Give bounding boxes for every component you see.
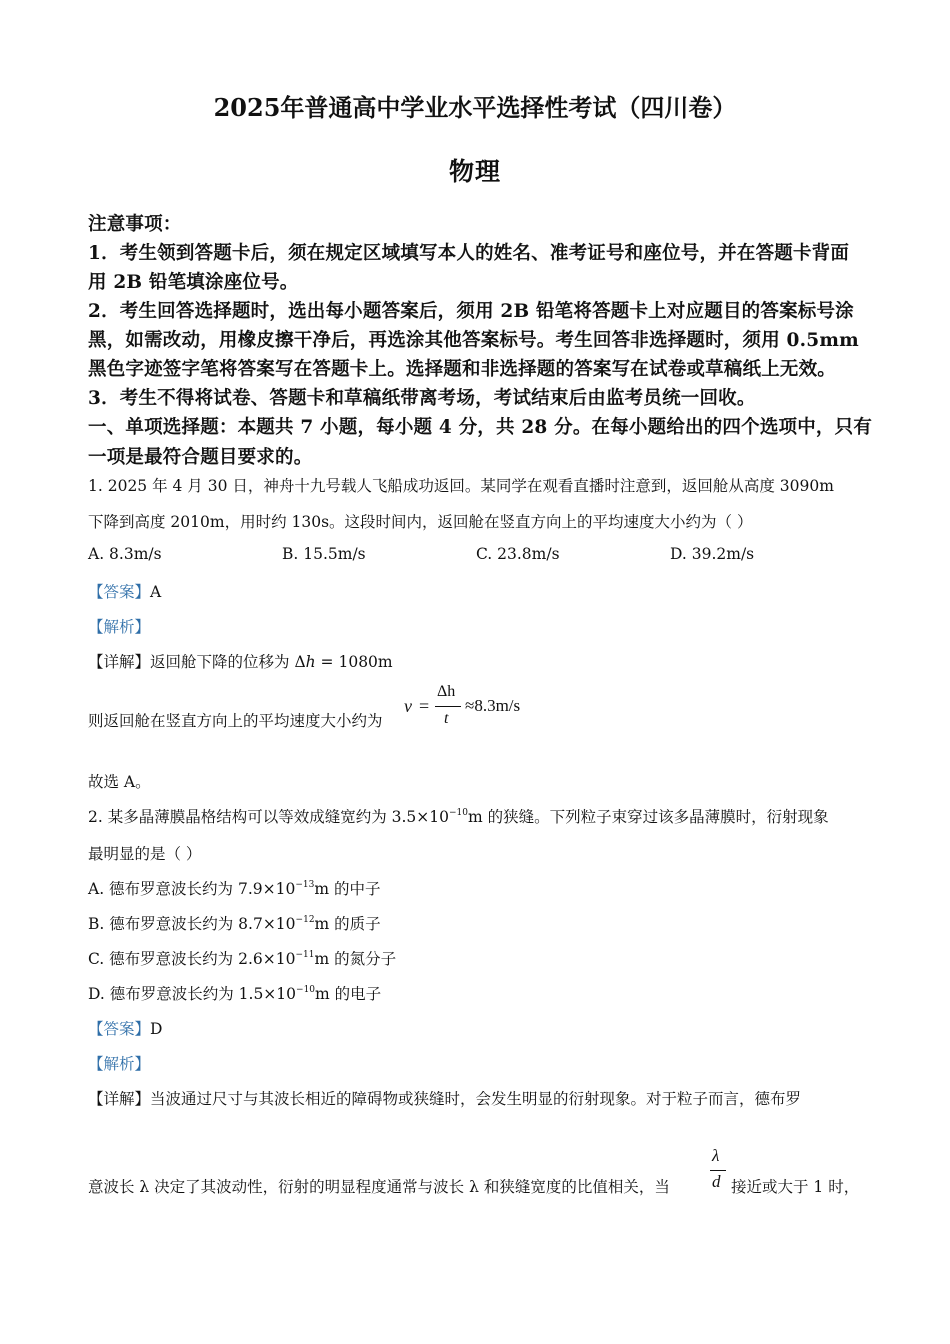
question-2-stem: [88, 805, 829, 827]
question-2-option-c: [88, 947, 396, 969]
answer-tag: 【答案】: [88, 583, 151, 601]
answer-value: D: [150, 1020, 163, 1038]
stem-exponent: −10: [449, 808, 469, 818]
question-2-option-d: [88, 982, 381, 1004]
option-text: m 的质子: [314, 915, 381, 933]
detail-text: 当波通过尺寸与其波长相近的障碍物或狭缝时，会发生明显的衍射现象。对于粒子而言，德布罗: [150, 1090, 802, 1108]
option-text: m 的氮分子: [314, 950, 397, 968]
option-exponent: −13: [295, 880, 315, 890]
notice-line: 3．考生不得将试卷、答题卡和草稿纸带离考场，考试结束后由监考员统一回收。: [88, 388, 756, 409]
notice-heading: 注意事项：: [88, 214, 182, 235]
exam-title: 2025年普通高中学业水平选择性考试（四川卷）: [213, 93, 737, 122]
detail-text: 返回舱下降的位移为 Δ: [150, 653, 306, 671]
question-1-conclusion: 故选 A。: [88, 773, 151, 791]
notice-line: 用 2B 铅笔填涂座位号。: [88, 272, 299, 293]
fraction-bar: [435, 706, 461, 707]
question-2-option-b: [88, 912, 381, 934]
question-2-stem: 最明显的是（ ）: [88, 845, 202, 863]
option-text: B. 德布罗意波长约为 8.7×10: [88, 915, 296, 933]
question-2-answer: [88, 1017, 162, 1039]
question-2-detail: [88, 1087, 801, 1109]
stem-text: m 的狭缝。下列粒子束穿过该多晶薄膜时，衍射现象: [468, 808, 829, 826]
ratio-numerator: λ: [712, 1146, 720, 1165]
question-2-detail-line: 接近或大于 1 时，: [731, 1178, 860, 1196]
option-exponent: −10: [296, 985, 316, 995]
section-heading: 一、单项选择题：本题共 7 小题，每小题 4 分，共 28 分。在每小题给出的四个选项中，只有: [88, 417, 873, 438]
question-2-option-a: [88, 877, 380, 899]
detail-variable: h: [305, 653, 316, 671]
formula-denominator: t: [444, 710, 449, 727]
option-text: m 的中子: [314, 880, 381, 898]
formula-lhs: v: [404, 696, 412, 716]
detail-tag: 【详解】: [88, 653, 151, 671]
section-heading: 一项是最符合题目要求的。: [88, 447, 313, 468]
option-text: A. 德布罗意波长约为 7.9×10: [88, 880, 296, 898]
notice-line: 黑色字迹签字笔将答案写在答题卡上。选择题和非选择题的答案写在试卷或草稿纸上无效。: [88, 359, 837, 380]
option-text: C. 德布罗意波长约为 2.6×10: [88, 950, 296, 968]
question-1-answer: [88, 580, 161, 602]
option-exponent: −12: [295, 915, 315, 925]
question-2-analysis-tag: 【解析】: [88, 1055, 151, 1073]
detail-value: = 1080m: [315, 653, 393, 671]
option-text: D. 德布罗意波长约为 1.5×10: [88, 985, 297, 1003]
answer-value: A: [150, 583, 162, 601]
formula-rhs: ≈8.3m/s: [465, 696, 521, 715]
fraction-bar: [710, 1170, 726, 1171]
answer-tag: 【答案】: [88, 1020, 151, 1038]
notice-line: 1．考生领到答题卡后，须在规定区域填写本人的姓名、准考证号和座位号，并在答题卡背面: [88, 243, 850, 264]
subject-title: 物理: [448, 157, 501, 186]
notice-line: 2．考生回答选择题时，选出每小题答案后，须用 2B 铅笔将答题卡上对应题目的答案标号涂: [88, 301, 854, 322]
question-2-detail-line: 意波长 λ 决定了其波动性，衍射的明显程度通常与波长 λ 和狭缝宽度的比值相关，当: [88, 1178, 670, 1196]
formula-equals: =: [419, 696, 430, 716]
detail-tag: 【详解】: [88, 1090, 151, 1108]
notice-line: 黑，如需改动，用橡皮擦干净后，再选涂其他答案标号。考生回答非选择题时，须用 0.5mm: [88, 330, 859, 351]
formula-numerator: Δh: [437, 683, 456, 700]
option-text: m 的电子: [315, 985, 382, 1003]
ratio-denominator: d: [712, 1172, 721, 1191]
question-1-formula-intro: 则返回舱在竖直方向上的平均速度大小约为: [88, 712, 383, 730]
question-1-stem: 下降到高度 2010m，用时约 130s。这段时间内，返回舱在竖直方向上的平均速度大小约为（ ）: [88, 513, 753, 531]
question-1-option-d: D. 39.2m/s: [670, 545, 755, 563]
question-1-detail: [88, 650, 393, 672]
question-1-stem: 1. 2025 年 4 月 30 日，神舟十九号载人飞船成功返回。某同学在观看直播时注意到，返回舱从高度 3090m: [88, 477, 834, 495]
question-1-option-b: B. 15.5m/s: [282, 545, 366, 563]
option-exponent: −11: [295, 950, 315, 960]
stem-text: 2. 某多晶薄膜晶格结构可以等效成缝宽约为 3.5×10: [88, 808, 450, 826]
question-1-option-a: A. 8.3m/s: [88, 545, 162, 563]
question-1-analysis-tag: 【解析】: [88, 618, 151, 636]
question-1-option-c: C. 23.8m/s: [476, 545, 560, 563]
